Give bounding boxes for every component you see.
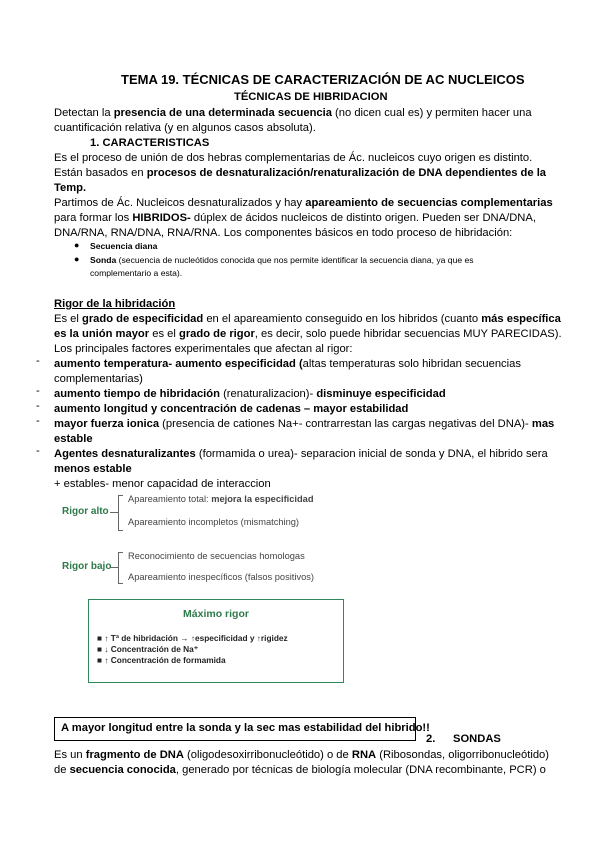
dash-marker: -	[36, 415, 40, 427]
factor-agentes-cont: menos estable	[54, 463, 132, 475]
brace-alto	[118, 495, 123, 531]
rigor-line-2: es la unión mayor es el grado de rigor, es decir, solo puede hibridar secuencias MUY PARECIDAS).	[54, 328, 562, 340]
bullet-icon: ●	[74, 240, 80, 250]
rigor-bajo-item-2: Apareamiento inespecíficos (falsos positivos)	[128, 572, 315, 582]
section-2-number: 2.	[426, 733, 436, 745]
rigor-alto-item-2: Apareamiento incompletos (mismatching)	[128, 517, 300, 527]
intro-line-1: Detectan la presencia de una determinada secuencia (no dicen cual es) y permiten hacer una	[54, 107, 532, 119]
rigor-bajo-item-1: Reconocimiento de secuencias homologas	[128, 551, 305, 561]
rigor-heading: Rigor de la hibridación	[54, 298, 176, 310]
page-subtitle: TÉCNICAS DE HIBRIDACION	[234, 91, 388, 103]
section-1-p6: DNA/RNA, RNA/DNA, RNA/RNA. Los componentes básicos en todo proceso de hibridación:	[54, 227, 513, 239]
factor-fuerza-ionica: mayor fuerza ionica (presencia de cationes Na+- contrarrestan las cargas negativas del DNA)- mas	[54, 418, 555, 430]
maximo-rigor-item-1: ■ ↑ Tª de hibridación → ↑especificidad y ↑rigidez	[97, 633, 288, 643]
bullet-sonda-cont: complementario a esta).	[90, 268, 183, 278]
section-1-p2: Están basados en procesos de desnaturalización/renaturalización de DNA dependientes de la	[54, 167, 547, 179]
bullet-sonda: Sonda (secuencia de nucleótidos conocida que nos permite identificar la secuencia diana, ya que es	[90, 255, 474, 265]
connector-line	[110, 512, 118, 513]
factor-longitud: aumento longitud y concentración de cadenas – mayor estabilidad	[54, 403, 409, 415]
section-1-heading: 1. CARACTERISTICAS	[90, 137, 210, 149]
section-2-line-1: Es un fragmento de DNA (oligodesoxirribonucleótido) o de RNA (Ribosondas, oligorribonucleótido)	[54, 749, 549, 761]
rigor-alto-item-1: Apareamiento total: mejora la especificidad	[128, 494, 314, 504]
brace-bajo	[118, 552, 123, 584]
rigor-alto-label: Rigor alto	[62, 506, 109, 517]
bullet-secuencia-diana: Secuencia diana	[90, 241, 158, 251]
factor-fuerza-ionica-cont: estable	[54, 433, 93, 445]
rigor-line-3: Los principales factores experimentales que afectan al rigor:	[54, 343, 353, 355]
highlight-text: A mayor longitud entre la sonda y la sec mas estabilidad del hibrido!!	[61, 722, 430, 734]
dash-marker: -	[36, 355, 40, 367]
maximo-rigor-item-3: ■ ↑ Concentración de formamida	[97, 655, 226, 665]
section-1-p4: Partimos de Ác. Nucleicos desnaturalizados y hay apareamiento de secuencias complementarias	[54, 197, 553, 209]
factor-agentes: Agentes desnaturalizantes (formamida o urea)- separacion inicial de sonda y DNA, el hibrido sera	[54, 448, 548, 460]
section-2-line-2: de secuencia conocida, generado por técnicas de biología molecular (DNA recombinante, PCR) o	[54, 764, 546, 776]
connector-line	[110, 567, 118, 568]
section-2-heading: SONDAS	[453, 733, 501, 745]
factor-temperatura-cont: complementarias)	[54, 373, 143, 385]
section-1-p5: para formar los HIBRIDOS- dúplex de ácidos nucleicos de distinto origen. Pueden ser DNA/DNA,	[54, 212, 536, 224]
page-title: TEMA 19. TÉCNICAS DE CARACTERIZACIÓN DE AC NUCLEICOS	[121, 72, 525, 87]
bullet-icon: ●	[74, 254, 80, 264]
rigor-line-1: Es el grado de especificidad en el apareamiento conseguido en los hibridos (cuanto más específica	[54, 313, 561, 325]
maximo-rigor-box	[88, 599, 344, 683]
section-1-p3: Temp.	[54, 182, 87, 194]
factor-estables: + estables- menor capacidad de interaccion	[54, 478, 271, 490]
intro-line-2: cuantificación relativa (y en algunos casos absoluta).	[54, 122, 316, 134]
maximo-rigor-title: Máximo rigor	[183, 608, 249, 620]
section-1-p1: Es el proceso de unión de dos hebras complementarias de Ác. nucleicos cuyo origen es distinto.	[54, 152, 533, 164]
rigor-bajo-label: Rigor bajo	[62, 561, 112, 572]
highlight-box	[54, 717, 430, 741]
dash-marker: -	[36, 385, 40, 397]
factor-temperatura: aumento temperatura- aumento especificidad (altas temperaturas solo hibridan secuencias	[54, 358, 521, 370]
dash-marker: -	[36, 400, 40, 412]
maximo-rigor-item-2: ■ ↓ Concentración de Na⁺	[97, 644, 199, 654]
factor-tiempo: aumento tiempo de hibridación (renaturalizacion)- disminuye especificidad	[54, 388, 446, 400]
dash-marker: -	[36, 445, 40, 457]
